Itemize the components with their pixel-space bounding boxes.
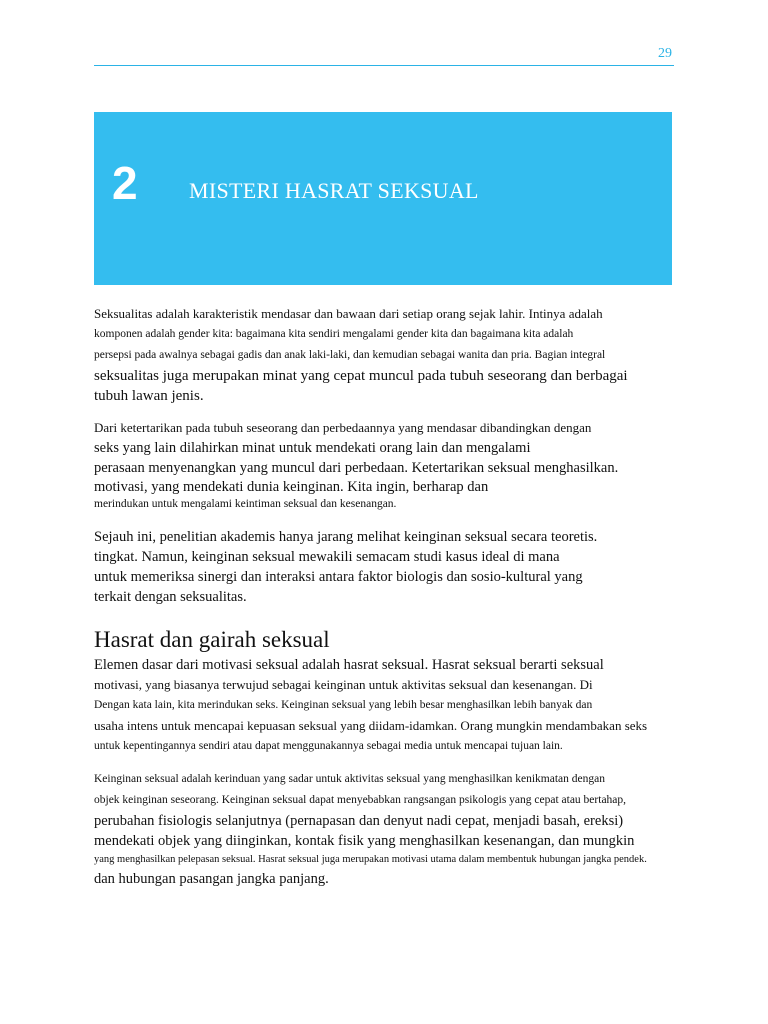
text-line: tingkat. Namun, keinginan seksual mewakili semacam studi kasus ideal di mana — [94, 549, 560, 565]
text-line: seksualitas juga merupakan minat yang cepat muncul pada tubuh seseorang dan berbagai — [94, 368, 628, 384]
text-line: Seksualitas adalah karakteristik mendasar dan bawaan dari setiap orang sejak lahir. Intinya adalah — [94, 306, 603, 321]
text-line: persepsi pada awalnya sebagai gadis dan anak laki-laki, dan kemudian sebagai wanita dan pria. Bagian integral — [94, 349, 606, 361]
text-line: merindukan untuk mengalami keintiman seksual dan kesenangan. — [94, 498, 397, 510]
text-line: Dengan kata lain, kita merindukan seks. Keinginan seksual yang lebih besar menghasilkan lebih banyak dan — [94, 699, 593, 711]
page-number: 29 — [658, 46, 672, 61]
text-line: Keinginan seksual adalah kerinduan yang sadar untuk aktivitas seksual yang menghasilkan kenikmatan dengan — [94, 773, 605, 785]
chapter-title: MISTERI HASRAT SEKSUAL — [189, 178, 479, 203]
chapter-banner — [94, 112, 672, 285]
paragraph-3 — [94, 527, 758, 607]
text-line: objek keinginan seseorang. Keinginan seksual dapat menyebabkan rangsangan psikologis yang cepat atau bertahap, — [94, 794, 627, 806]
paragraph-5 — [94, 769, 758, 890]
chapter-number: 2 — [112, 157, 138, 209]
text-line: yang menghasilkan pelepasan seksual. Hasrat seksual juga merupakan motivasi utama dalam membentuk hubungan jangka pendek. — [94, 854, 647, 865]
text-line: seks yang lain dilahirkan minat untuk mendekati orang lain dan mengalami — [94, 440, 531, 456]
text-line: untuk kepentingannya sendiri atau dapat menggunakannya sebagai media untuk mencapai tujuan lain. — [94, 740, 563, 752]
text-line: untuk memeriksa sinergi dan interaksi antara faktor biologis dan sosio-kultural yang — [94, 569, 583, 585]
text-line: dan hubungan pasangan jangka panjang. — [94, 871, 329, 887]
text-line: motivasi, yang biasanya terwujud sebagai keinginan untuk aktivitas seksual dan kesenangan. Di — [94, 677, 593, 692]
body-text — [94, 304, 758, 890]
text-line: perubahan fisiologis selanjutnya (pernapasan dan denyut nadi cepat, menjadi basah, ereksi) — [94, 813, 624, 829]
text-line: Dari ketertarikan pada tubuh seseorang dan perbedaannya yang mendasar dibandingkan dengan — [94, 420, 592, 435]
text-line: komponen adalah gender kita: bagaimana kita sendiri mengalami gender kita dan bagaimana kita adalah — [94, 328, 574, 340]
text-line: perasaan menyenangkan yang muncul dari perbedaan. Ketertarikan seksual menghasilkan. — [94, 460, 619, 476]
paragraph-1 — [94, 304, 758, 406]
text-line: mendekati objek yang diinginkan, kontak fisik yang menghasilkan kesenangan, dan mungkin — [94, 833, 635, 849]
text-line: terkait dengan seksualitas. — [94, 589, 247, 605]
text-line: motivasi, yang mendekati dunia keinginan. Kita ingin, berharap dan — [94, 479, 489, 495]
text-line: Elemen dasar dari motivasi seksual adalah hasrat seksual. Hasrat seksual berarti seksual — [94, 657, 604, 673]
text-line: usaha intens untuk mencapai kepuasan seksual yang diidam-idamkan. Orang mungkin mendambakan seks — [94, 718, 648, 733]
header-rule — [94, 65, 674, 66]
paragraph-2 — [94, 418, 758, 512]
text-line: tubuh lawan jenis. — [94, 388, 204, 404]
text-line: Sejauh ini, penelitian akademis hanya jarang melihat keinginan seksual secara teoretis. — [94, 529, 598, 545]
section-heading: Hasrat dan gairah seksual — [94, 627, 330, 652]
paragraph-4 — [94, 655, 758, 757]
